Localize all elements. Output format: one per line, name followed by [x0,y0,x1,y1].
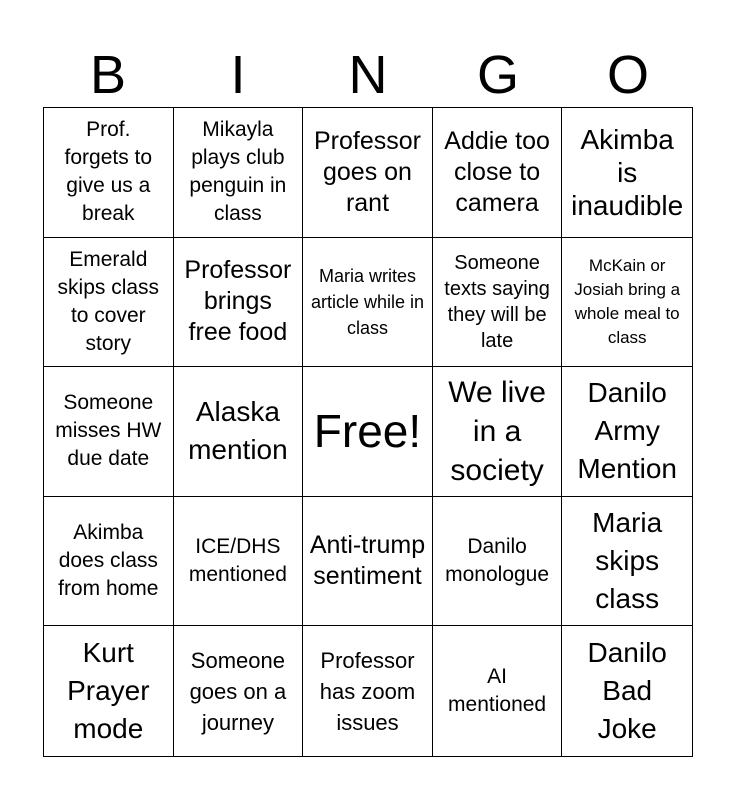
header-letter-i: I [230,45,246,105]
bingo-cell-r5-c3[interactable] [303,626,433,756]
bingo-header [43,42,693,108]
cell-text: Maria writes article while in class [310,265,425,338]
free-space-label: Free! [313,405,422,458]
header-letter-g: G [476,45,519,105]
cell-text: Danilo monologue [445,535,550,587]
cell-text: Akimba is inaudible [571,123,684,221]
cell-text: Professor brings free food [184,256,292,347]
cell-text: Danilo Bad Joke [587,637,667,745]
bingo-board [43,107,693,757]
cell-text: Prof. forgets to give us a break [64,118,153,226]
header-letter-o: O [606,45,649,105]
cell-text: Someone goes on a journey [189,647,287,735]
bingo-cell-r4-c4[interactable] [433,497,563,627]
cell-text: Someone texts saying they will be late [444,251,550,352]
bingo-cell-r5-c1[interactable] [44,626,174,756]
bingo-cell-r3-c1[interactable] [44,367,174,497]
bingo-cell-r2-c5[interactable] [562,238,692,368]
header-letter-b: B [89,45,127,105]
cell-text: McKain or Josiah bring a whole meal to class [574,255,681,347]
bingo-cell-r4-c3[interactable] [303,497,433,627]
cell-text: Maria skips class [592,507,663,615]
bingo-cell-free[interactable] [303,367,433,497]
bingo-cell-r2-c2[interactable] [174,238,304,368]
cell-text: We live in a society [448,375,546,487]
bingo-cell-r1-c1[interactable] [44,108,174,238]
header-letter-n: N [348,45,388,105]
cell-text: Mikayla plays club penguin in class [189,118,287,226]
cell-text: AI mentioned [448,665,547,717]
bingo-cell-r4-c2[interactable] [174,497,304,627]
cell-text: Alaska mention [188,396,288,466]
bingo-cell-r1-c3[interactable] [303,108,433,238]
bingo-cell-r1-c4[interactable] [433,108,563,238]
bingo-cell-r2-c1[interactable] [44,238,174,368]
cell-text: Kurt Prayer mode [67,637,150,745]
bingo-cell-r5-c4[interactable] [433,626,563,756]
cell-text: Emerald skips class to cover story [57,247,160,355]
bingo-cell-r1-c2[interactable] [174,108,304,238]
cell-text: Anti-trump sentiment [309,531,426,591]
cell-text: Addie too close to camera [444,126,550,217]
cell-text: Danilo Army Mention [577,377,677,485]
bingo-cell-r4-c1[interactable] [44,497,174,627]
cell-text: Akimba does class from home [58,521,159,601]
bingo-cell-r4-c5[interactable] [562,497,692,627]
cell-text: ICE/DHS mentioned [188,535,287,587]
bingo-cell-r2-c3[interactable] [303,238,433,368]
bingo-cell-r3-c2[interactable] [174,367,304,497]
cell-text: Someone misses HW due date [55,391,162,471]
bingo-cell-r5-c5[interactable] [562,626,692,756]
bingo-cell-r1-c5[interactable] [562,108,692,238]
bingo-cell-r2-c4[interactable] [433,238,563,368]
cell-text: Professor has zoom issues [319,647,416,735]
bingo-cell-r3-c4[interactable] [433,367,563,497]
bingo-cell-r5-c2[interactable] [174,626,304,756]
bingo-cell-r3-c5[interactable] [562,367,692,497]
cell-text: Professor goes on rant [314,126,421,217]
